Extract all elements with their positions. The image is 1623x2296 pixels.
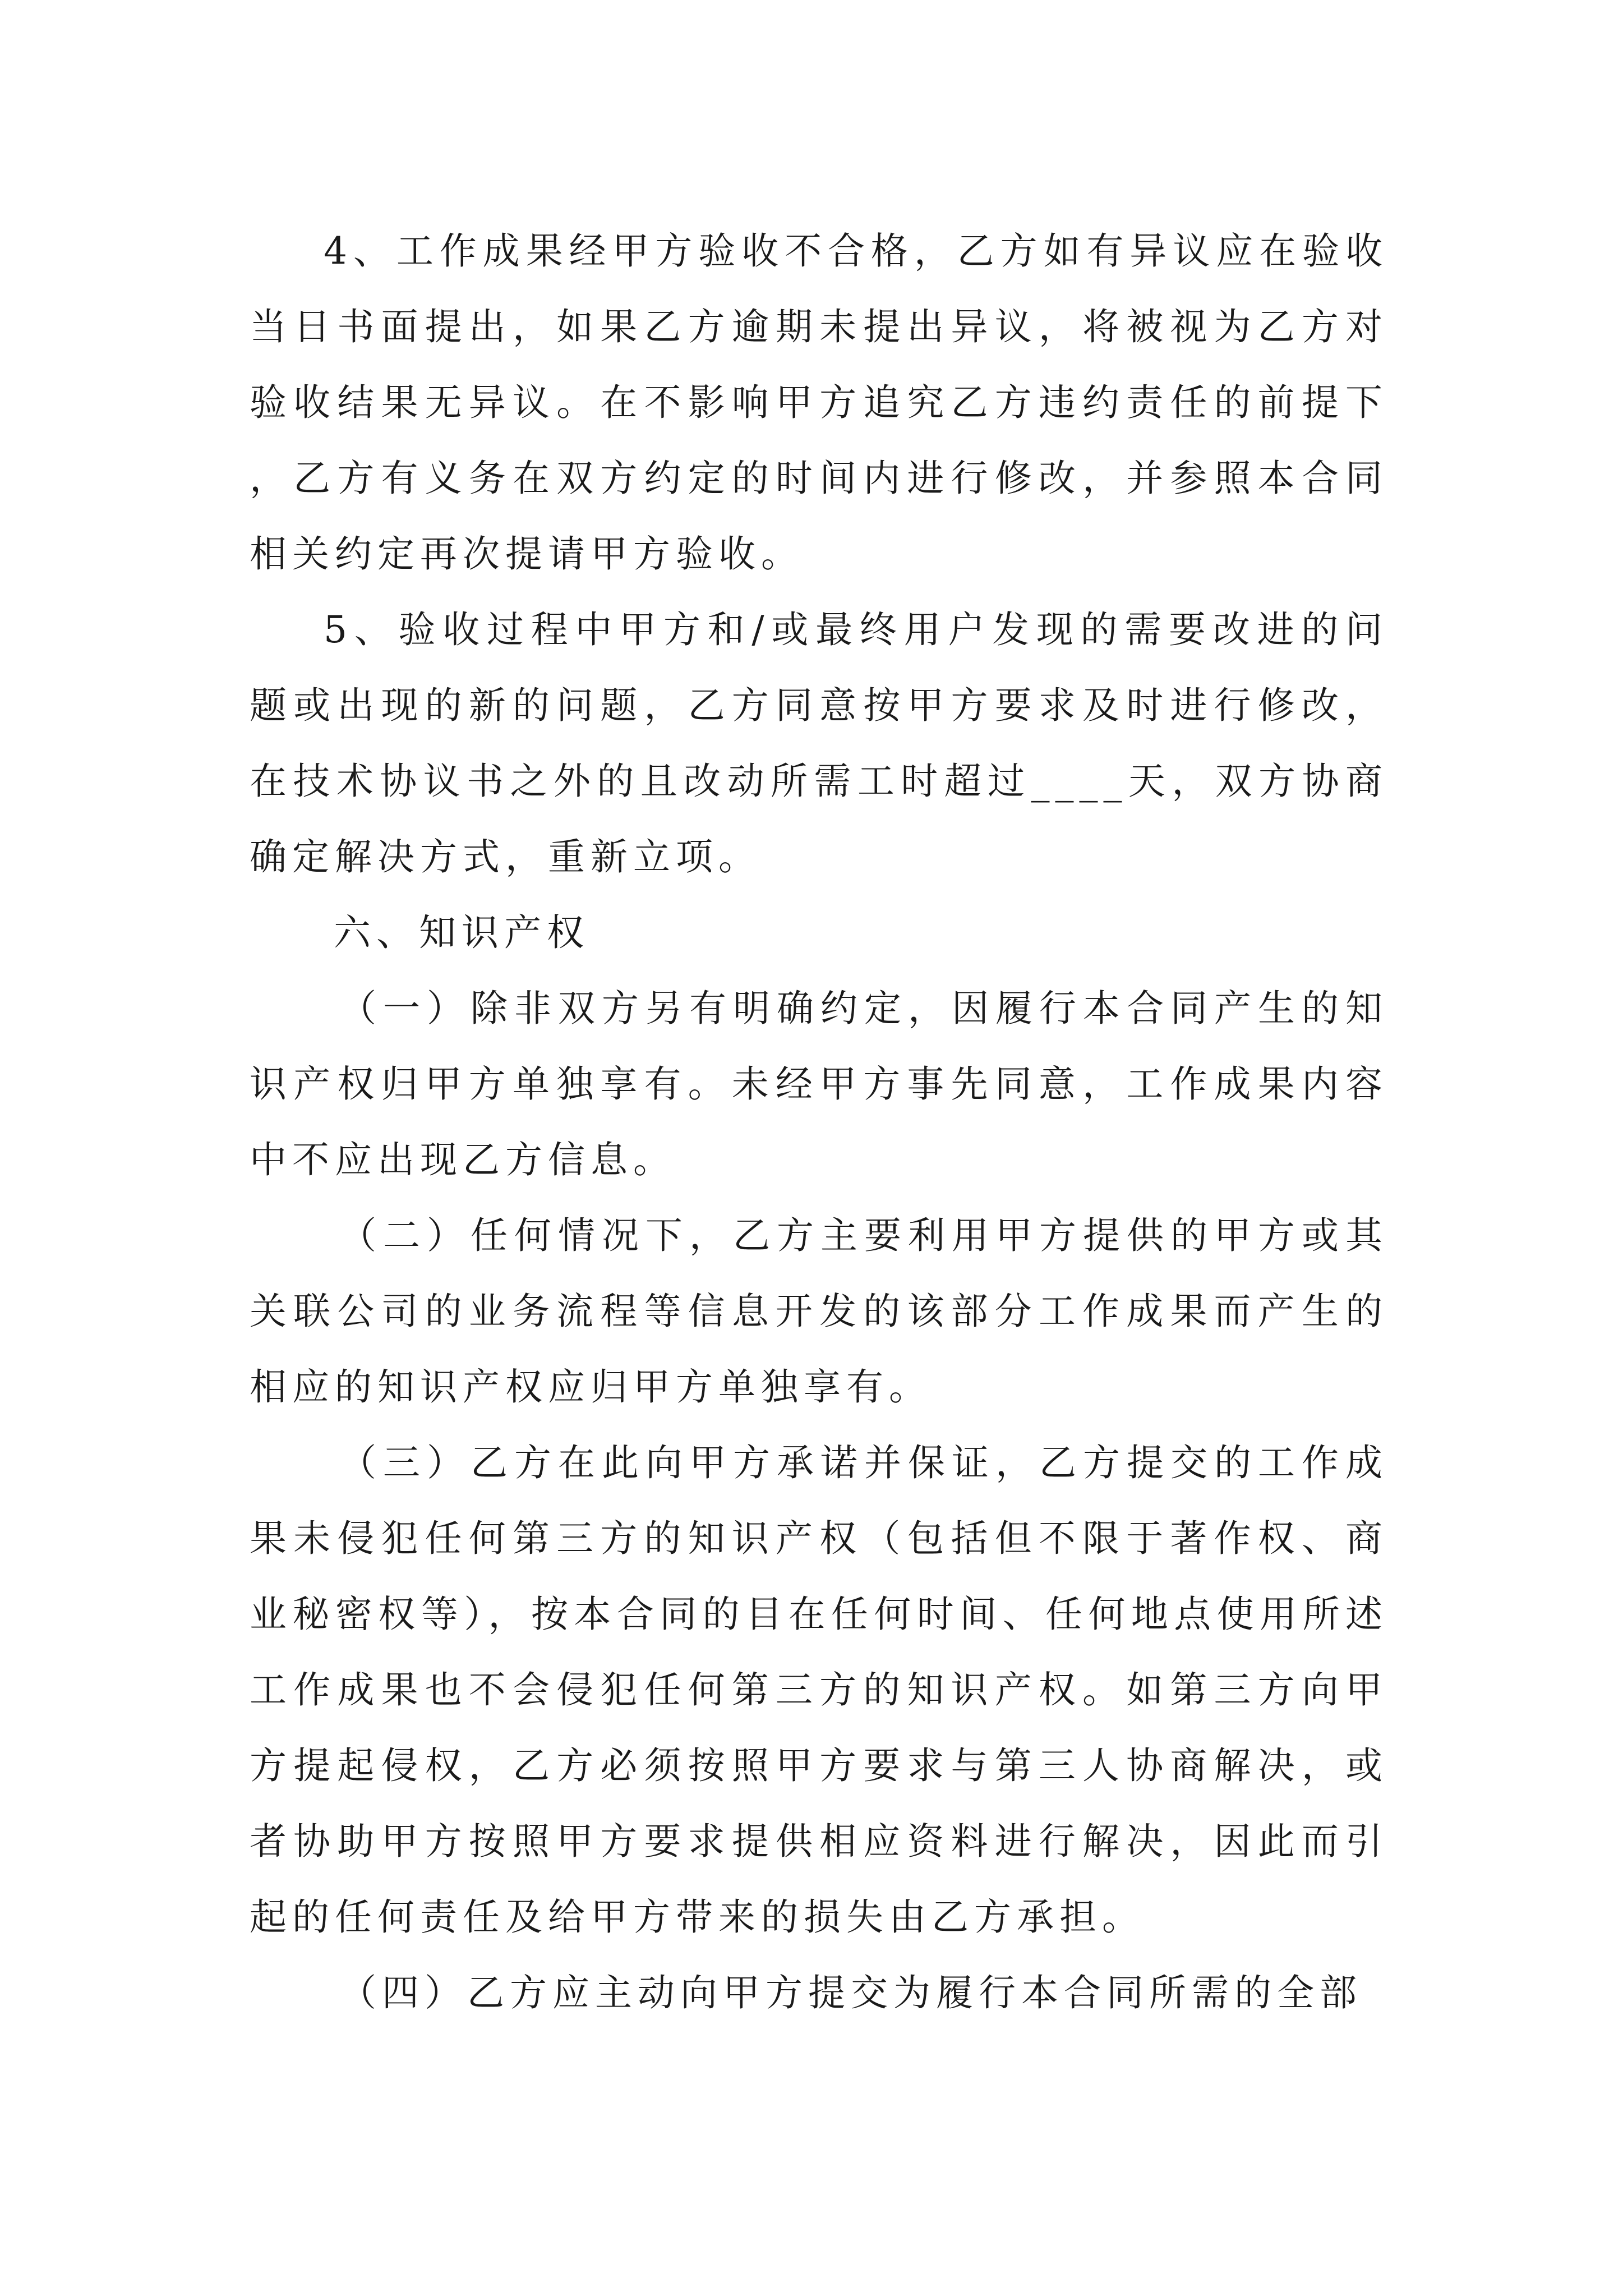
ip-clause-4: （四）乙方应主动向甲方提交为履行本合同所需的全部 <box>339 1971 1362 2014</box>
ip-clause-2: （二）任何情况下，乙方主要利用甲方提供的甲方或其关联公司的业务流程等信息开发的该部分工作成果而产生的相应的知识产权应归甲方单独享有。 <box>250 1214 1388 1409</box>
ip-clause-1: （一）除非双方另有明确约定，因履行本合同产生的知识产权归甲方单独享有。未经甲方事先同意，工作成果内容中不应出现乙方信息。 <box>250 987 1388 1181</box>
ip-clause-3: （三）乙方在此向甲方承诺并保证，乙方提交的工作成果未侵犯任何第三方的知识产权（包括但不限于著作权、商业秘密权等），按本合同的目在任何时间、任何地点使用所述工作成果也不会侵犯任何第三方的知识产权。如第三方向甲方提起侵权，乙方必须按照甲方要求与第三人协商解决，或者协助甲方按照甲方要求提供相应资料进行解决，因此而引起的任何责任及给甲方带来的损失由乙方承担。 <box>250 1441 1388 1939</box>
clause-5-acceptance-modification: 5、验收过程中甲方和/或最终用户发现的需要改进的问题或出现的新的问题，乙方同意按甲方要求及时进行修改，在技术协议书之外的且改动所需工时超过____天，双方协商确定解决方式，重新立项。 <box>250 608 1388 878</box>
clause-4-acceptance-objection: 4、工作成果经甲方验收不合格，乙方如有异议应在验收当日书面提出，如果乙方逾期未提出异议，将被视为乙方对验收结果无异议。在不影响甲方追究乙方违约责任的前提下，乙方有义务在双方约定的时间内进行修改，并参照本合同相关约定再次提请甲方验收。 <box>250 229 1388 576</box>
section-heading-intellectual-property: 六、知识产权 <box>334 911 589 954</box>
document-body <box>250 213 1388 2031</box>
